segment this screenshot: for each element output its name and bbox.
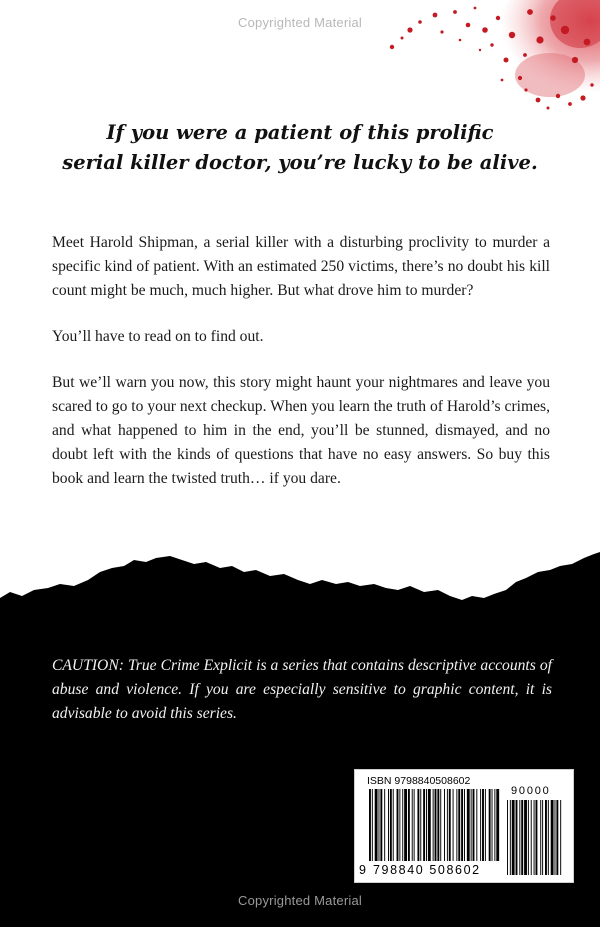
barcode-bar [531,800,532,875]
copyright-watermark-top: Copyrighted Material [238,15,362,30]
barcode-bar [399,789,400,861]
barcode-bar [380,789,382,861]
barcode-bar [379,789,380,861]
barcode-bar [447,789,448,861]
barcode-bar [456,789,457,861]
barcode-bar [423,789,425,861]
tagline [0,118,600,178]
barcode-bar [467,789,470,861]
barcode-bar [384,789,385,861]
barcode-bar [548,800,549,875]
barcode-bar [458,789,460,861]
blurb-paragraph-2: You’ll have to read on to find out. [52,328,264,345]
barcode-bar [449,789,451,861]
barcode-bar [534,800,535,875]
barcode-bar [512,800,515,875]
barcode-bar [545,800,547,875]
barcode-bar [433,789,434,861]
caution-notice: CAUTION: True Crime Explicit is a series that contains descriptive accounts of abuse and violence. If you are especially sensitive to graphic content, it is advisable to avoid this series. [52,657,552,722]
barcode-bar [397,789,399,861]
barcode-bar [393,789,394,861]
barcode-bar [507,800,508,875]
barcode-bar [516,800,518,875]
barcode-addon-digits: 90000 [511,785,551,797]
barcode-bar [404,789,407,861]
barcode-bar [440,789,441,861]
barcode-bar [414,789,415,861]
barcode-bar [524,800,527,875]
barcode-bar [551,800,554,875]
barcode-bar [420,789,421,861]
barcode-bar [476,789,477,861]
barcode-bar [402,789,403,861]
barcode-bar [482,789,484,861]
barcode-bar [480,789,481,861]
blood-splatter [380,0,600,120]
barcode-bar [510,800,511,875]
barcode-bar [375,789,378,861]
barcode-bar [369,789,371,861]
barcode-first-digit: 9 [359,863,366,877]
barcode-bar [435,789,437,861]
barcode-bar [494,789,495,861]
book-blurb [52,231,550,513]
barcode-bar [536,800,538,875]
copyright-watermark-bottom: Copyrighted Material [238,893,362,908]
barcode-bar [471,789,472,861]
isbn-label: ISBN 9798840508602 [367,775,471,787]
barcode-bar [528,800,529,875]
barcode-bar [417,789,419,861]
isbn-barcode [354,769,574,883]
tagline-line-2: serial killer doctor, you’re lucky to be alive. [62,151,538,174]
barcode-bar [453,789,454,861]
barcode-bar [412,789,413,861]
barcode-bar [461,789,463,861]
barcode-bar [372,789,373,861]
barcode-bar [426,789,427,861]
blurb-paragraph-1: Meet Harold Shipman, a serial killer with a disturbing proclivity to murder a specific kind of patient. With an estimated 250 victims, there’s no doubt his kill count might be much, much higher. But what drove him to murder? [52,234,550,299]
barcode-bar [496,789,499,861]
tagline-line-1: If you were a patient of this prolific [106,121,494,144]
barcode-bar [560,800,561,875]
barcode-bar [388,789,389,861]
barcode-bar [540,800,541,875]
barcode-bar [521,800,523,875]
barcode-bar [464,789,465,861]
barcode-bar [519,800,520,875]
barcode-bar [489,789,491,861]
barcode-bar [542,800,543,875]
barcode-bar [492,789,493,861]
barcode-bar [556,800,558,875]
barcode-bar [473,789,475,861]
barcode-bar [408,789,410,861]
barcode-bar [390,789,392,861]
barcode-bar [555,800,556,875]
blurb-paragraph-3: But we’ll warn you now, this story might haunt your nightmares and leave you scared to go to your next checkup. When you learn the truth of Harold’s crimes, and what happened to him in the end, you’ll be stunned, dismayed, and no doubt left with the kinds of questions that have no easy answers. So buy this book and learn the twisted truth… if you dare. [52,374,550,487]
barcode-bar [485,789,486,861]
barcode-digits: 798840 508602 [373,863,481,877]
barcode-bar [437,789,439,861]
barcode-bar [444,789,445,861]
barcode-bar [428,789,431,861]
